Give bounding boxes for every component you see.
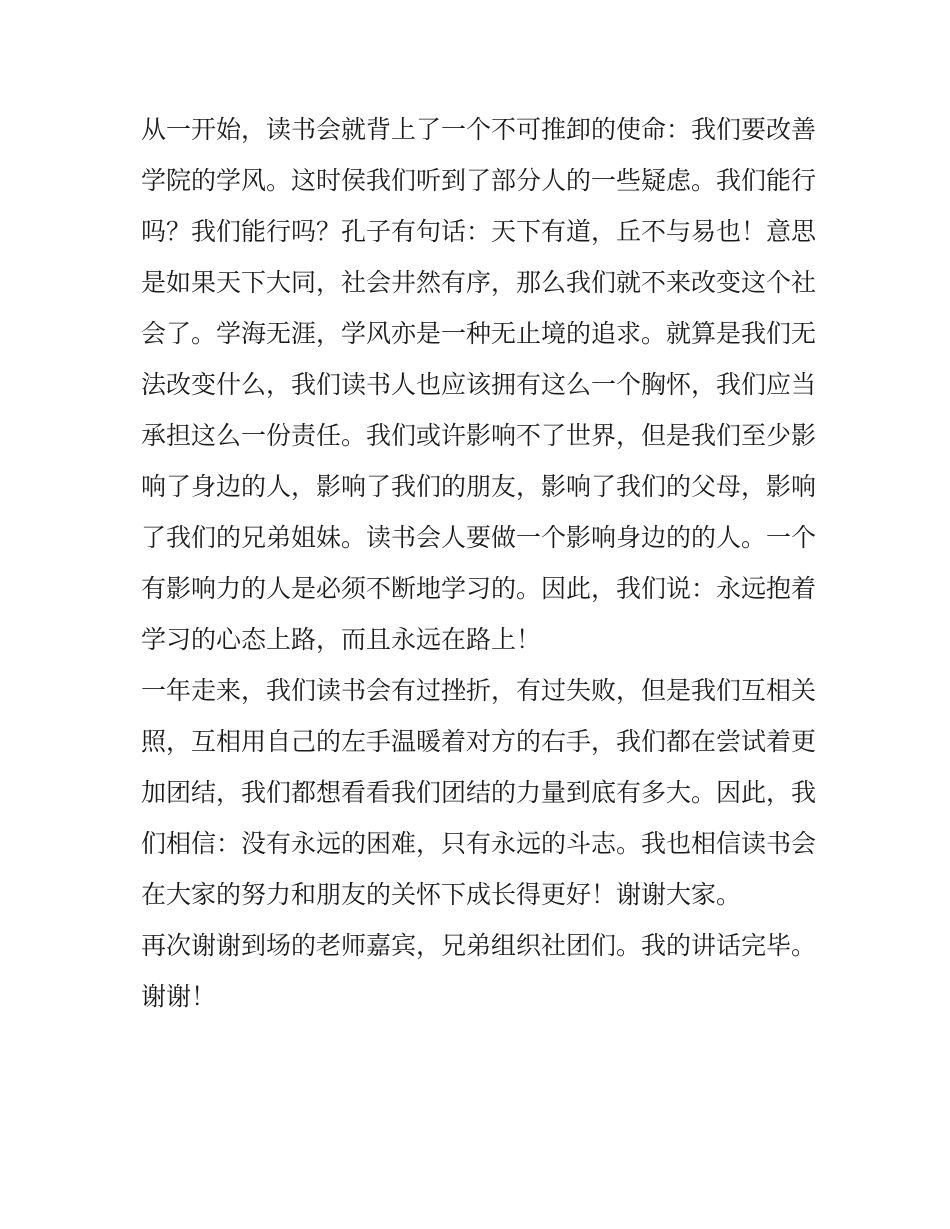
text-line: 是如果天下大同，社会井然有序，那么我们就不来改变这个社 <box>141 268 817 297</box>
text-line: 加团结，我们都想看看我们团结的力量到底有多大。因此，我 <box>141 778 817 807</box>
text-line: 在大家的努力和朋友的关怀下成长得更好！谢谢大家。 <box>141 880 742 909</box>
text-line: 照，互相用自己的左手温暖着对方的右手，我们都在尝试着更 <box>141 727 817 756</box>
text-line: 学习的心态上路，而且永远在路上！ <box>141 625 542 654</box>
text-line: 法改变什么，我们读书人也应该拥有这么一个胸怀，我们应当 <box>141 370 817 399</box>
text-line: 会了。学海无涯，学风亦是一种无止境的追求。就算是我们无 <box>141 319 817 348</box>
text-line: 响了身边的人，影响了我们的朋友，影响了我们的父母，影响 <box>141 472 817 501</box>
text-line: 们相信：没有永远的困难，只有永远的斗志。我也相信读书会 <box>141 829 817 858</box>
text-line: 从一开始，读书会就背上了一个不可推卸的使命：我们要改善 <box>141 115 817 144</box>
text-line: 吗？我们能行吗？孔子有句话：天下有道，丘不与易也！意思 <box>141 217 817 246</box>
text-line: 一年走来，我们读书会有过挫折，有过失败，但是我们互相关 <box>141 676 817 705</box>
text-line: 谢谢！ <box>141 982 217 1011</box>
text-line: 承担这么一份责任。我们或许影响不了世界，但是我们至少影 <box>141 421 817 450</box>
text-line: 了我们的兄弟姐妹。读书会人要做一个影响身边的的人。一个 <box>141 523 817 552</box>
text-line: 有影响力的人是必须不断地学习的。因此，我们说：永远抱着 <box>141 574 817 603</box>
text-line: 再次谢谢到场的老师嘉宾，兄弟组织社团们。我的讲话完毕。 <box>141 931 817 960</box>
text-line: 学院的学风。这时侯我们听到了部分人的一些疑虑。我们能行 <box>141 166 817 195</box>
document-body <box>141 104 817 1022</box>
